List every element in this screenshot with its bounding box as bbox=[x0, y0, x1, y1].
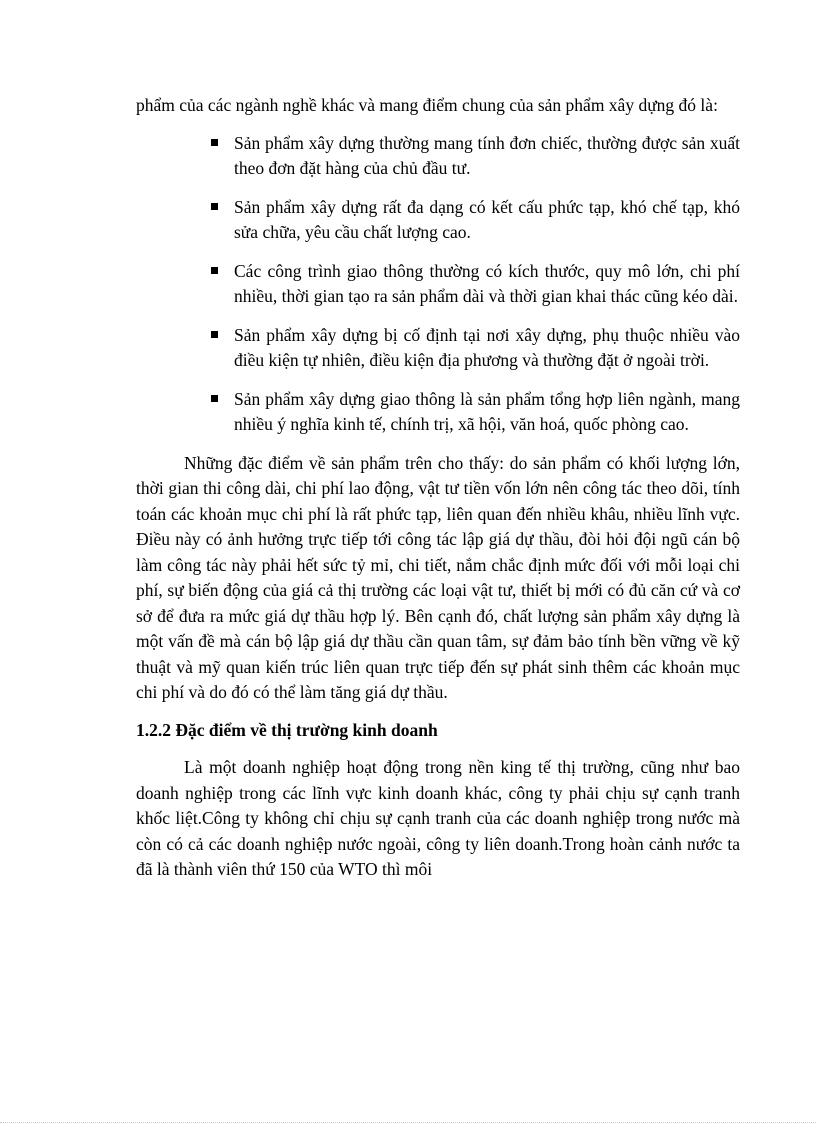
list-item-text: Sản phẩm xây dựng thường mang tính đơn chiếc, thường được sản xuất theo đơn đặt hàng của chủ đầu tư. bbox=[234, 132, 740, 178]
square-bullet-icon bbox=[211, 331, 218, 338]
list-item-text: Các công trình giao thông thường có kích thước, quy mô lớn, chi phí nhiều, thời gian tạo ra sản phẩm dài và thời gian khai thác cũng kéo dài. bbox=[234, 260, 740, 306]
section-heading: 1.2.2 Đặc điểm về thị trường kinh doanh bbox=[136, 719, 438, 740]
body-paragraph-2: Là một doanh nghiệp hoạt động trong nền king tế thị trường, cũng như bao doanh nghiệp trong các lĩnh vực kinh doanh khác, công ty phải chịu sự cạnh tranh khốc liệt.Công ty không chỉ chịu sự cạnh tranh của các doanh nghiệp trong nước mà còn có cả các doanh nghiệp nước ngoài, công ty liên doanh.Trong hoàn cảnh nước ta đã là thành viên thứ 150 của WTO thì môi bbox=[136, 757, 740, 879]
list-item bbox=[234, 387, 740, 438]
list-item bbox=[234, 195, 740, 246]
lead-paragraph: phẩm của các ngành nghề khác và mang điểm chung của sản phẩm xây dựng đó là: bbox=[136, 95, 718, 115]
list-item-text: Sản phẩm xây dựng giao thông là sản phẩm tổng hợp liên ngành, mang nhiều ý nghĩa kinh tế, chính trị, xã hội, văn hoá, quốc phòng cao. bbox=[234, 388, 740, 434]
document-body bbox=[136, 93, 740, 883]
square-bullet-icon bbox=[211, 203, 218, 210]
bullet-list bbox=[136, 131, 740, 438]
list-item bbox=[234, 131, 740, 182]
square-bullet-icon bbox=[211, 139, 218, 146]
list-item bbox=[234, 323, 740, 374]
body-paragraph-1: Những đặc điểm về sản phẩm trên cho thấy: do sản phẩm có khối lượng lớn, thời gian thi công dài, chi phí lao động, vật tư tiền vốn lớn nên công tác theo dõi, tính toán các khoản mục chi phí là rất phức tạp, liên quan đến nhiều khâu, nhiều lĩnh vực. Điều này có ảnh hưởng trực tiếp tới công tác lập giá dự thầu, đòi hỏi đội ngũ cán bộ làm công tác này phải hết sức tỷ mỉ, chi tiết, nắm chắc định mức đối với mỗi loại chi phí, sự biến động của giá cả thị trường các loại vật tư, thiết bị mới có đủ căn cứ và cơ sở để đưa ra mức giá dự thầu hợp lý. Bên cạnh đó, chất lượng sản phẩm xây dựng là một vấn đề mà cán bộ lập giá dự thầu cần quan tâm, sự đảm bảo tính bền vững về kỹ thuật và mỹ quan kiến trúc liên quan trực tiếp đến sự phát sinh thêm các khoản mục chi phí và do đó có thể làm tăng giá dự thầu. bbox=[136, 452, 740, 702]
square-bullet-icon bbox=[211, 395, 218, 402]
list-item bbox=[234, 259, 740, 310]
list-item-text: Sản phẩm xây dựng rất đa dạng có kết cấu phức tạp, khó chế tạp, khó sửa chữa, yêu cầu chất lượng cao. bbox=[234, 196, 740, 242]
list-item-text: Sản phẩm xây dựng bị cố định tại nơi xây dựng, phụ thuộc nhiều vào điều kiện tự nhiên, điều kiện địa phương và thường đặt ở ngoài trời. bbox=[234, 324, 740, 370]
square-bullet-icon bbox=[211, 267, 218, 274]
